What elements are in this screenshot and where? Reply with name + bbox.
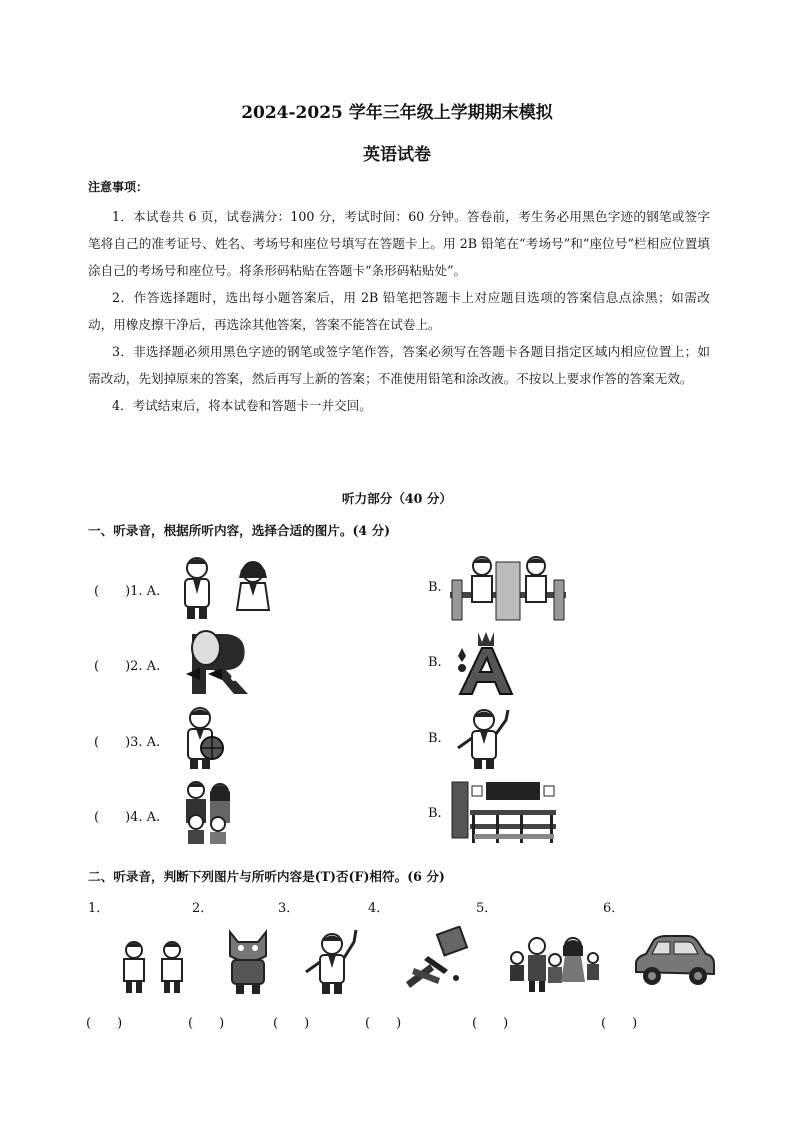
s2-item-1-answer[interactable]: ( ) <box>86 1016 123 1031</box>
s2-item-4-answer[interactable]: ( ) <box>365 1016 402 1031</box>
boy-holding-ball-icon <box>180 704 230 770</box>
students-at-school-gate-icon <box>448 552 568 622</box>
family-of-four-icon <box>505 934 601 994</box>
notice-item-3: 3．非选择题必须用黑色字迹的钢笔或签字笔作答，答案必须写在答题卡各题目指定区域内相应位置上；如需改动，先划掉原来的答案，然后再写上新的答案；不准使用铅笔和涂改液。不按以上要求作答的答案无效。 <box>88 344 710 386</box>
s2-item-1-number: 1． <box>88 901 110 916</box>
car-icon <box>632 934 716 990</box>
letter-a-with-crown-icon <box>452 628 516 696</box>
q3-number: ( )3. A. <box>94 735 161 750</box>
broken-pencils-icon <box>400 926 470 992</box>
notice-item-1: 1．本试卷共 6 页，试卷满分：100 分，考试时间：60 分钟。答卷前，考生务必用黑色字迹的钢笔或签字笔将自己的准考证号、姓名、考场号和座位号填写在答题卡上。用 2B 铅笔在“考场号”和“座位号”栏相应位置填涂自己的考场号和座位号。将条形码粘贴在答题卡“条形码粘贴处”。 <box>88 209 710 278</box>
s2-item-6-answer[interactable]: ( ) <box>601 1016 638 1031</box>
s2-item-3-answer[interactable]: ( ) <box>273 1016 310 1031</box>
classroom-icon <box>450 778 560 846</box>
exam-subtitle: 英语试卷 <box>363 145 431 165</box>
s2-item-2-answer[interactable]: ( ) <box>188 1016 225 1031</box>
boy-waving-icon <box>450 704 516 770</box>
section2-title: 二、听录音，判断下列图片与所听内容是(T)否(F)相符。(6 分) <box>88 869 445 884</box>
notice-heading: 注意事项： <box>88 180 149 194</box>
s2-item-2-number: 2． <box>192 901 214 916</box>
q1-option-b: B. <box>428 580 442 595</box>
notice-item-4: 4．考试结束后，将本试卷和答题卡一并交回。 <box>112 398 372 413</box>
s2-item-4-number: 4． <box>368 901 390 916</box>
q4-option-b: B. <box>428 806 442 821</box>
s2-item-5-number: 5． <box>476 901 498 916</box>
q3-option-b: B. <box>428 731 442 746</box>
notice-item-2: 2．作答选择题时，选出每小题答案后，用 2B 铅笔把答题卡上对应题目选项的答案信息点涂黑；如需改动，用橡皮擦干净后，再选涂其他答案，答案不能答在试卷上。 <box>88 290 710 332</box>
family-portrait-icon <box>182 778 236 846</box>
s2-item-3-number: 3． <box>278 901 300 916</box>
exam-title: 2024-2025 学年三年级上学期期末模拟 <box>241 103 553 123</box>
boy-and-girl-students-icon <box>175 552 285 622</box>
two-boys-greeting-icon <box>118 938 190 996</box>
cat-character-icon <box>222 926 274 996</box>
letter-r-with-mirror-icon <box>182 628 262 696</box>
q2-number: ( )2. A. <box>94 659 161 674</box>
boy-raising-hand-icon <box>300 926 364 996</box>
q2-option-b: B. <box>428 655 442 670</box>
listening-heading: 听力部分（40 分） <box>341 491 453 506</box>
q4-number: ( )4. A. <box>94 810 161 825</box>
section1-title: 一、听录音，根据所听内容，选择合适的图片。(4 分) <box>88 523 391 538</box>
s2-item-5-answer[interactable]: ( ) <box>472 1016 509 1031</box>
s2-item-6-number: 6． <box>603 901 625 916</box>
notice-list <box>88 203 710 419</box>
q1-number: ( )1. A. <box>94 584 161 599</box>
